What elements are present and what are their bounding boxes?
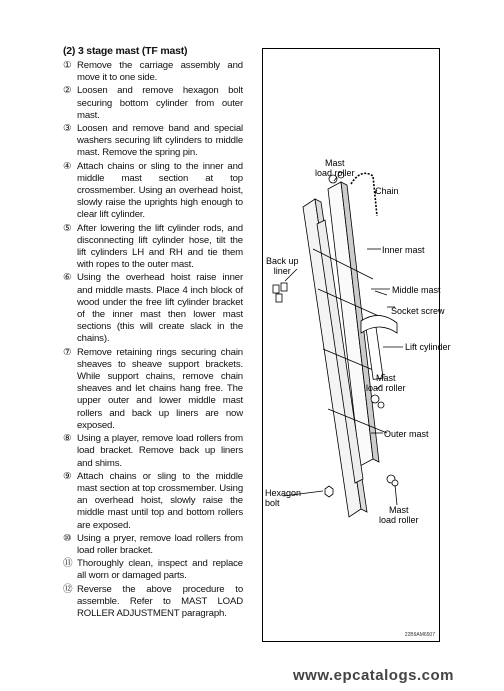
step-item bbox=[63, 471, 243, 532]
step-text: Using a player, remove load rollers from load bracket. Remove back up liners and shims. bbox=[77, 433, 243, 469]
step-item bbox=[63, 533, 243, 557]
step-item bbox=[63, 433, 243, 470]
step-text: Loosen and remove hexagon bolt securing bottom cylinder from outer mast. bbox=[77, 85, 243, 121]
step-number: ⑪ bbox=[63, 558, 73, 570]
section-title: (2) 3 stage mast (TF mast) bbox=[63, 45, 188, 57]
step-number: ③ bbox=[63, 123, 72, 135]
step-text: Using a pryer, remove load rollers from load roller bracket. bbox=[77, 532, 243, 556]
step-list bbox=[63, 60, 243, 621]
step-item bbox=[63, 60, 243, 84]
callout-hexagon-bolt bbox=[265, 488, 301, 508]
step-item bbox=[63, 223, 243, 272]
callout-outer-mast: Outer mast bbox=[384, 429, 429, 439]
callout-mast-load-roller-mid bbox=[366, 373, 406, 393]
step-text: Using the overhead hoist raise inner and middle masts. Place 4 inch block of wood under the free lift cylinder bracket of the inner mast then lower mast sections (this will create slack in the chains). bbox=[77, 272, 243, 345]
step-number: ⑧ bbox=[63, 433, 72, 445]
step-item bbox=[63, 161, 243, 222]
step-item bbox=[63, 347, 243, 432]
step-text: Remove retaining rings securing chain sheaves to sheave support brackets. While support chains, remove chain sheaves and let chains hang free. The upper outer and lower middle mast rollers and back up liners are now exposed. bbox=[77, 346, 243, 431]
callout-mast-load-roller-top bbox=[315, 158, 355, 178]
step-number: ② bbox=[63, 85, 72, 97]
step-item bbox=[63, 85, 243, 122]
callout-back-up-liner bbox=[266, 256, 299, 276]
step-text: Reverse the above procedure to assemble. Refer to MAST LOAD ROLLER ADJUSTMENT paragraph. bbox=[77, 583, 243, 619]
step-text: Loosen and remove band and special washers securing lift cylinders to middle mast. Remove the spring pin. bbox=[77, 123, 243, 159]
step-item bbox=[63, 123, 243, 160]
step-number: ① bbox=[63, 60, 72, 71]
callout-label: Hexagon bolt bbox=[265, 488, 302, 508]
callout-label: Mast load roller bbox=[379, 505, 419, 525]
step-number: ⑨ bbox=[63, 470, 72, 482]
step-number: ⑥ bbox=[63, 272, 72, 284]
step-text: Attach chains or sling to the inner and middle mast section at top crossmember. Using an overhead hoist, slowly raise the uprights high enough to clear lift cylinder. bbox=[77, 160, 243, 221]
figure-id: 22B9AM6507 bbox=[404, 632, 435, 638]
step-number: ⑦ bbox=[63, 346, 72, 358]
step-text: After lowering the lift cylinder rods, and disconnecting lift cylinder hose, tilt the lift cylinders LH and RH and tie them with ropes to the outer mast. bbox=[77, 222, 243, 271]
step-text: Attach chains or sling to the middle mast section at top crossmember. Using an overhead hoist, slowly raise the middle mast until top and bottom rollers are exposed. bbox=[77, 470, 243, 531]
callout-label: Back up liner bbox=[266, 256, 299, 276]
step-item bbox=[63, 272, 243, 345]
callout-inner-mast: Inner mast bbox=[382, 245, 425, 255]
callout-middle-mast: Middle mast bbox=[392, 285, 441, 295]
step-item bbox=[63, 584, 243, 621]
callout-lift-cylinder: Lift cylinder bbox=[405, 342, 451, 352]
footer-url[interactable]: www.epcatalogs.com bbox=[293, 667, 454, 684]
step-number: ⑤ bbox=[63, 222, 72, 234]
callout-socket-screw: Socket screw bbox=[391, 306, 445, 316]
step-number: ⑫ bbox=[63, 583, 73, 595]
callout-label: Mast load roller bbox=[366, 373, 406, 393]
step-number: ⑩ bbox=[63, 532, 72, 544]
callout-chain: Chain bbox=[375, 186, 399, 196]
callout-mast-load-roller-bottom bbox=[379, 505, 419, 525]
callout-label: Mast load roller bbox=[315, 158, 355, 178]
step-text: Remove the carriage assembly and move it to one side. bbox=[77, 60, 243, 84]
mast-exploded-diagram bbox=[262, 48, 451, 642]
step-item bbox=[63, 558, 243, 582]
step-text: Thoroughly clean, inspect and replace all worn or damaged parts. bbox=[77, 558, 243, 582]
step-number: ④ bbox=[63, 160, 72, 172]
